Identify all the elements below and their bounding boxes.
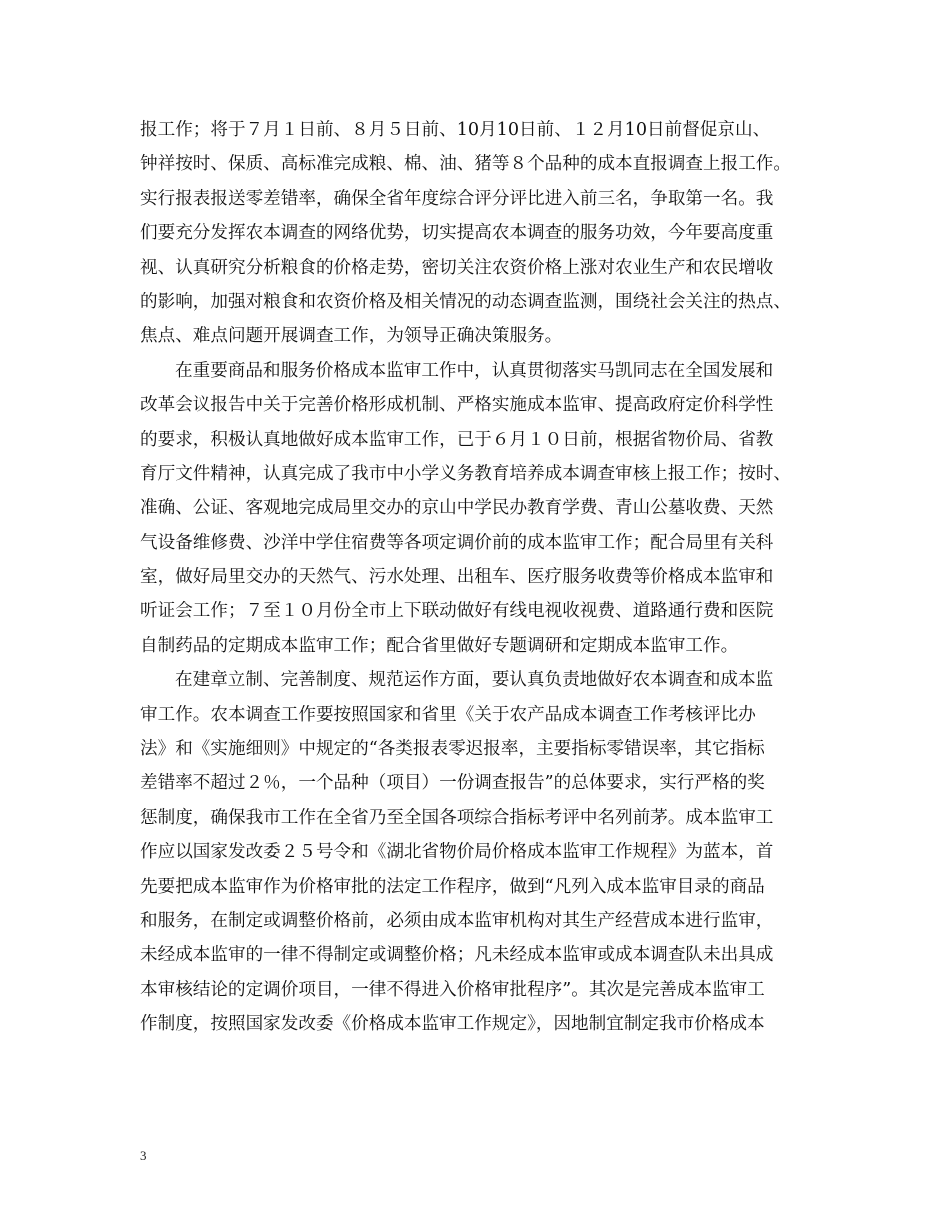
- text-line: 作应以国家发改委２５号令和《湖北省物价局价格成本监审工作规程》为蓝本，首: [140, 842, 774, 863]
- page-number: 3: [140, 1148, 147, 1163]
- text-line: 气设备维修费、沙洋中学住宿费等各项定调价前的成本监审工作；配合局里有关科: [140, 532, 774, 553]
- text-line: 报工作；将于７月１日前、８月５日前、10月10日前、１２月10日前督促京山、: [140, 120, 771, 140]
- text-line: 惩制度，确保我市工作在全省乃至全国各项综合指标考评中名列前茅。成本监审工: [140, 807, 774, 828]
- text-line: 视、认真研究分析粮食的价格走势，密切关注农资价格上涨对农业生产和农民增收: [140, 257, 774, 278]
- text-line: 差错率不超过２％，一个品种（项目）一份调查报告”的总体要求，实行严格的奖: [140, 773, 765, 794]
- text-line: 本审核结论的定调价项目，一律不得进入价格审批程序”。其次是完善成本监审工: [140, 979, 765, 1000]
- text-line: 和服务，在制定或调整价格前，必须由成本监审机构对其生产经营成本进行监审，: [140, 910, 774, 931]
- text-line: 自制药品的定期成本监审工作；配合省里做好专题调研和定期成本监审工作。: [140, 635, 739, 656]
- text-line: 先要把成本监审作为价格审批的法定工作程序，做到“凡列入成本监审目录的商品: [140, 876, 765, 897]
- text-line: 钟祥按时、保质、高标准完成粮、棉、油、猪等８个品种的成本直报调查上报工作。: [140, 154, 791, 175]
- text-line: 准确、公证、客观地完成局里交办的京山中学民办教育学费、青山公墓收费、天然: [140, 498, 774, 519]
- document-body: [140, 113, 822, 1042]
- text-line-first-indented: 在建章立制、完善制度、规范运作方面，要认真负责地做好农本调查和成本监: [175, 670, 774, 691]
- text-line: 焦点、难点问题开展调查工作，为领导正确决策服务。: [140, 326, 563, 347]
- text-line: 听证会工作；７至１０月份全市上下联动做好有线电视收视费、道路通行费和医院: [140, 601, 774, 622]
- text-line: 们要充分发挥农本调查的网络优势，切实提高农本调查的服务功效，今年要高度重: [140, 223, 774, 244]
- text-line: 作制度，按照国家发改委《价格成本监审工作规定》，因地制宜制定我市价格成本: [140, 1014, 765, 1035]
- text-line: 法》和《实施细则》中规定的“各类报表零迟报率，主要指标零错误率，其它指标: [140, 739, 765, 760]
- paragraph-2: [140, 354, 822, 664]
- paragraph-1: [140, 113, 822, 354]
- text-line: 审工作。农本调查工作要按照国家和省里《关于农产品成本调查工作考核评比办: [140, 704, 756, 725]
- text-line: 未经成本监审的一律不得制定或调整价格；凡未经成本监审或成本调查队未出具成: [140, 945, 774, 966]
- text-line: 室，做好局里交办的天然气、污水处理、出租车、医疗服务收费等价格成本监审和: [140, 567, 774, 588]
- paragraph-3: [140, 663, 822, 1041]
- text-line: 实行报表报送零差错率，确保全省年度综合评分评比进入前三名，争取第一名。我: [140, 188, 774, 209]
- text-line: 的影响，加强对粮食和农资价格及相关情况的动态调查监测，围绕社会关注的热点、: [140, 291, 791, 312]
- text-line: 育厅文件精神，认真完成了我市中小学义务教育培养成本调查审核上报工作；按时、: [140, 463, 791, 484]
- text-line: 的要求，积极认真地做好成本监审工作，已于６月１０日前，根据省物价局、省教: [140, 429, 774, 450]
- text-line-first-indented: 在重要商品和服务价格成本监审工作中，认真贯彻落实马凯同志在全国发展和: [175, 360, 774, 381]
- text-line: 改革会议报告中关于完善价格形成机制、严格实施成本监审、提高政府定价科学性: [140, 395, 774, 416]
